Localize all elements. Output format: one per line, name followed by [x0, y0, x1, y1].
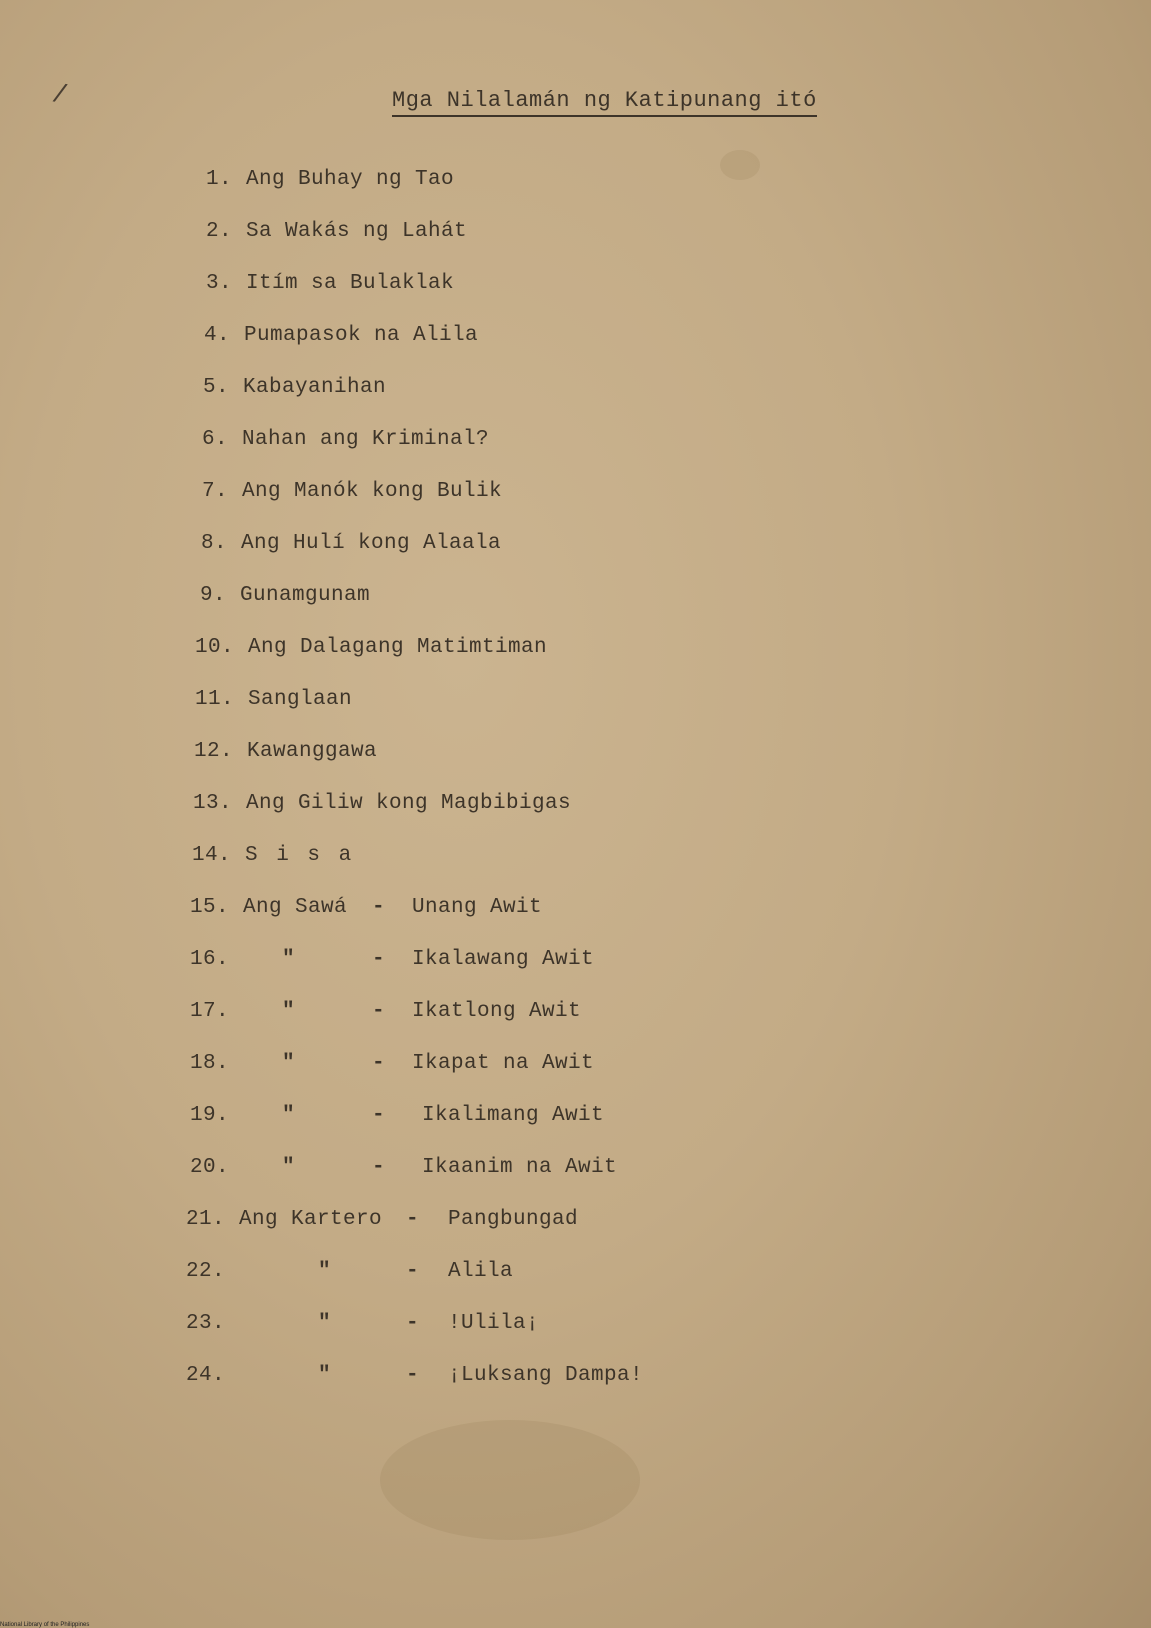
entry-title: Kawanggawa [247, 740, 378, 763]
ditto-mark: " [282, 1000, 296, 1023]
ditto-mark: " [282, 1052, 296, 1075]
entry-title: Kabayanihan [243, 376, 387, 399]
entry-dash: - [372, 1000, 386, 1023]
ditto-mark: " [282, 1156, 296, 1179]
entry-part: Ikapat na Awit [412, 1052, 595, 1075]
ditto-mark: " [318, 1312, 332, 1335]
entry-part: !Ulila¡ [448, 1312, 540, 1335]
entry-number: 7. [202, 480, 229, 503]
entry-part: Ikaanim na Awit [422, 1156, 618, 1179]
entry-number: 12. [194, 740, 234, 763]
entry-dash: - [406, 1260, 420, 1283]
entry-number: 10. [195, 636, 235, 659]
entry-number: 16. [190, 948, 230, 971]
ditto-mark: " [318, 1364, 332, 1387]
entry-title: Ang Giliw kong Magbibigas [246, 792, 572, 815]
entry-title: Ang Buhay ng Tao [246, 168, 455, 191]
entry-dash: - [406, 1364, 420, 1387]
entry-dash: - [372, 948, 386, 971]
entry-part: Pangbungad [448, 1208, 579, 1231]
entry-title: S i s a [245, 844, 355, 867]
entry-title: Pumapasok na Alila [244, 324, 479, 347]
entry-title: Ang Dalagang Matimtiman [248, 636, 548, 659]
entry-number: 2. [206, 220, 233, 243]
footer-credit: National Library of the Philippines [0, 1622, 90, 1628]
entry-title: Ang Sawá [243, 896, 348, 919]
entry-dash: - [372, 1052, 386, 1075]
entry-title: Itím sa Bulaklak [246, 272, 455, 295]
entry-number: 1. [206, 168, 233, 191]
margin-mark: / [49, 79, 70, 111]
page-title: Mga Nilalamán ng Katipunang itó [392, 88, 817, 117]
entry-number: 6. [202, 428, 229, 451]
entry-number: 24. [186, 1364, 226, 1387]
entry-number: 22. [186, 1260, 226, 1283]
entry-title: Ang Manók kong Bulik [242, 480, 503, 503]
entry-part: Unang Awit [412, 896, 543, 919]
entry-number: 3. [206, 272, 233, 295]
entry-part: Alila [448, 1260, 514, 1283]
entry-dash: - [372, 1104, 386, 1127]
entry-dash: - [406, 1208, 420, 1231]
entry-title: Gunamgunam [240, 584, 371, 607]
entry-number: 21. [186, 1208, 226, 1231]
entry-dash: - [372, 1156, 386, 1179]
entry-number: 19. [190, 1104, 230, 1127]
entry-number: 20. [190, 1156, 230, 1179]
ditto-mark: " [282, 948, 296, 971]
entry-title: Nahan ang Kriminal? [242, 428, 490, 451]
ditto-mark: " [282, 1104, 296, 1127]
entry-dash: - [372, 896, 386, 919]
entry-dash: - [406, 1312, 420, 1335]
entry-number: 15. [190, 896, 230, 919]
entry-part: Ikatlong Awit [412, 1000, 582, 1023]
ditto-mark: " [318, 1260, 332, 1283]
entry-title: Ang Hulí kong Alaala [241, 532, 502, 555]
entry-number: 14. [192, 844, 232, 867]
entry-number: 8. [201, 532, 228, 555]
entry-number: 4. [204, 324, 231, 347]
entry-number: 13. [193, 792, 233, 815]
entry-number: 18. [190, 1052, 230, 1075]
entry-number: 9. [200, 584, 227, 607]
entry-part: Ikalawang Awit [412, 948, 595, 971]
entry-number: 5. [203, 376, 230, 399]
entry-number: 17. [190, 1000, 230, 1023]
entry-title: Ang Kartero [239, 1208, 383, 1231]
entry-title: Sanglaan [248, 688, 353, 711]
entry-number: 23. [186, 1312, 226, 1335]
entry-title: Sa Wakás ng Lahát [246, 220, 468, 243]
entry-number: 11. [195, 688, 235, 711]
entry-part: Ikalimang Awit [422, 1104, 605, 1127]
entry-part: ¡Luksang Dampa! [448, 1364, 644, 1387]
